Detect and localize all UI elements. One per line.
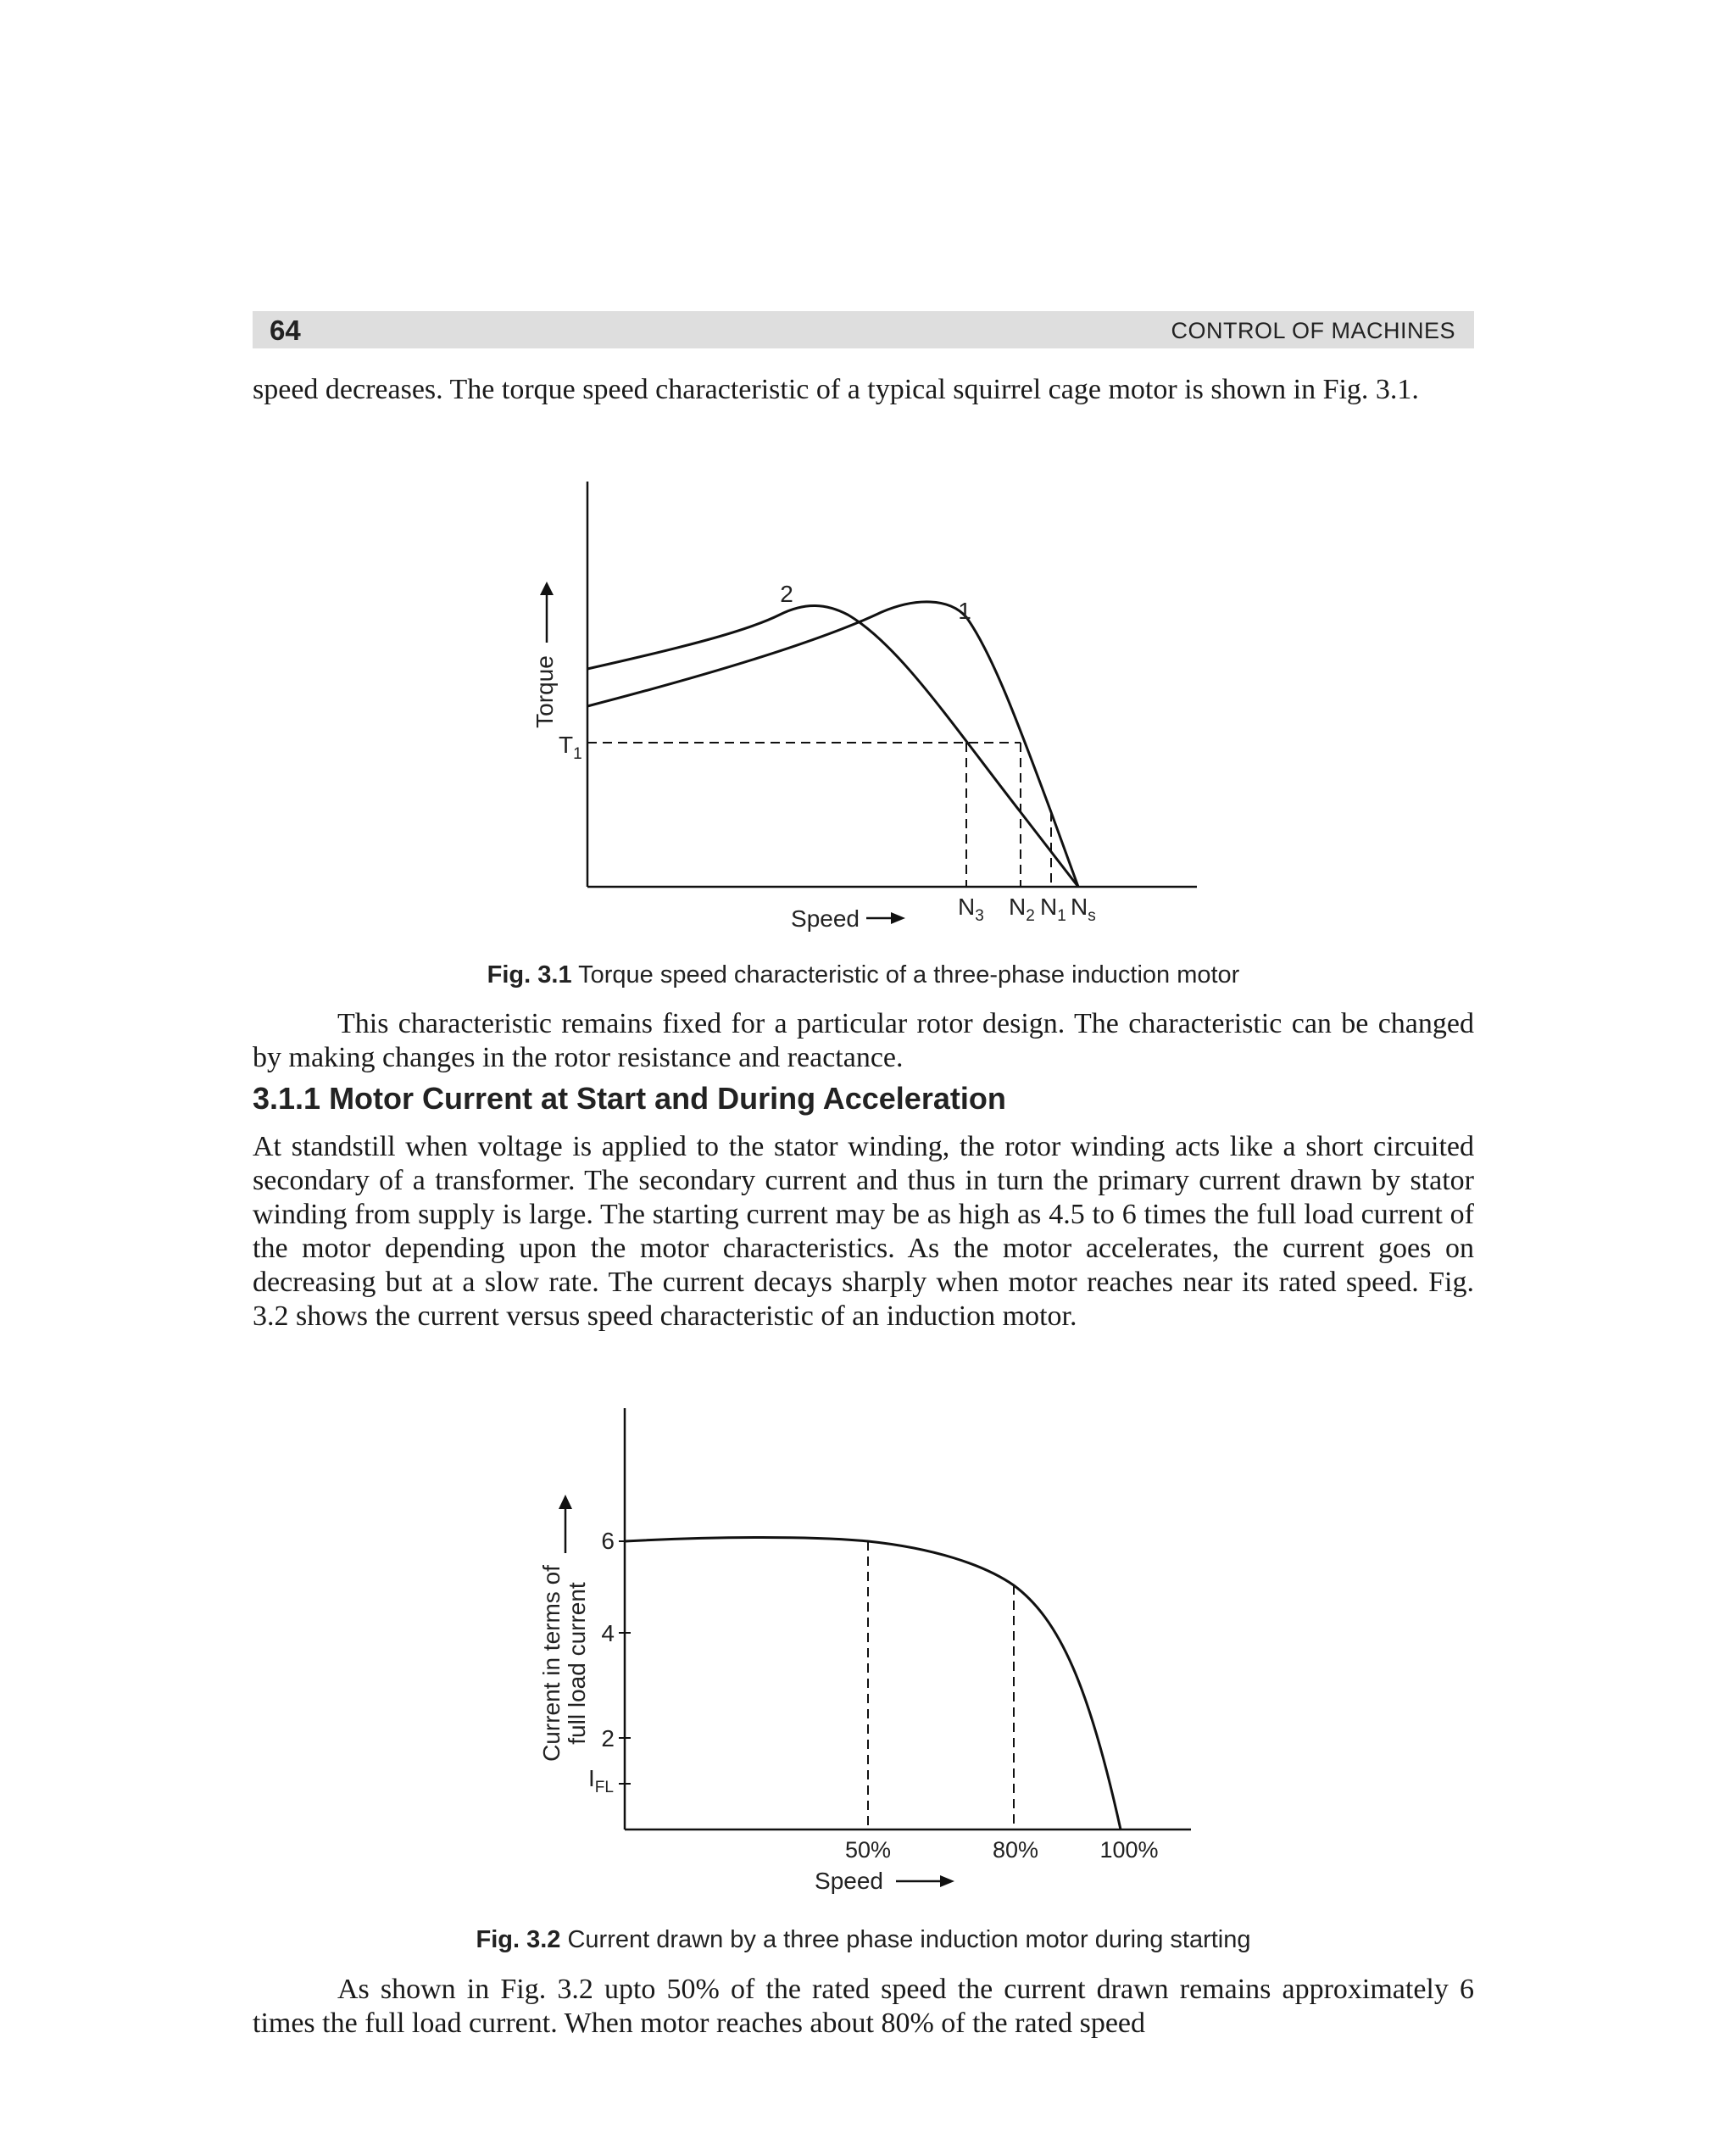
figure-3-2-caption-text: Current drawn by a three phase induction motor during starting [567, 1926, 1251, 1953]
fig2-tick-label-4: 4 [601, 1620, 615, 1646]
fig1-n1-label: $N_1$ [1040, 894, 1066, 925]
fig2-ifl-label: $I_{FL}$ [588, 1765, 614, 1796]
fig2-tick-label-2: 2 [601, 1725, 615, 1752]
fig2-x-tick-80: 80% [992, 1837, 1039, 1863]
fig1-curve-2-label: 2 [780, 581, 793, 607]
body-paragraph-3: At standstill when voltage is applied to the stator winding, the rotor winding acts like a short circuited secondary of a transformer. The secondary current and thus in turn the primary current drawn by stator winding from supply is large. The starting current may be as high as 4.5 to 6 times the full load current of the motor depending upon the motor characteristics. As the motor accelerates, the current goes on decreasing but at a slow rate. The current decays sharply when motor reaches near its rated speed. Fig. 3.2 shows the current versus speed characteristic of an induction motor. [253, 1131, 1474, 1332]
fig1-n3-label: $N_3$ [958, 894, 984, 925]
fig2-y-axis-label-line1: Current in terms of [538, 1565, 565, 1762]
figure-3-1-caption-text: Torque speed characteristic of a three-phase induction motor [578, 961, 1240, 989]
figure-3-2-caption [253, 1926, 1474, 1954]
fig2-x-axis-label: Speed [815, 1868, 883, 1894]
fig2-current-curve [625, 1538, 1121, 1830]
figure-3-1-caption-label: Fig. 3.1 [487, 961, 572, 989]
fig1-y-axis-label: Torque [531, 655, 558, 728]
figure-3-2-caption-label: Fig. 3.2 [476, 1926, 561, 1953]
fig1-t1-sub: 1 [573, 745, 582, 763]
page-number: 64 [270, 315, 301, 346]
body-paragraph-2: This characteristic remains fixed for a particular rotor design. The characteristic can be changed by making changes in the rotor resistance and reactance. [253, 1008, 1474, 1073]
fig1-x-axis-label: Speed [791, 905, 860, 932]
body-paragraph-4: As shown in Fig. 3.2 upto 50% of the rated speed the current drawn remains approximately 6 times the full load current. When motor reaches about 80% of the rated speed [253, 1974, 1474, 2039]
fig2-x-tick-100: 100% [1099, 1837, 1159, 1863]
section-heading: 3.1.1 Motor Current at Start and During Acceleration [253, 1081, 1006, 1116]
fig2-tick-label-6: 6 [601, 1528, 615, 1554]
running-title: CONTROL OF MACHINES [1171, 318, 1455, 343]
fig2-x-tick-50: 50% [844, 1837, 892, 1863]
fig1-ns-label: $N_s$ [1071, 894, 1096, 925]
fig2-y-axis-label-line2: full load current [564, 1582, 590, 1745]
fig2-speed-arrow-head [940, 1875, 954, 1887]
fig1-t1-main: T [559, 732, 574, 758]
fig2-current-arrow-head [559, 1495, 572, 1509]
fig1-n2-label: $N_2$ [1009, 894, 1035, 925]
fig1-curve-1-label: 1 [958, 598, 971, 624]
body-paragraph-1: speed decreases. The torque speed characteristic of a typical squirrel cage motor is shown in Fig. 3.1. [253, 374, 1419, 405]
